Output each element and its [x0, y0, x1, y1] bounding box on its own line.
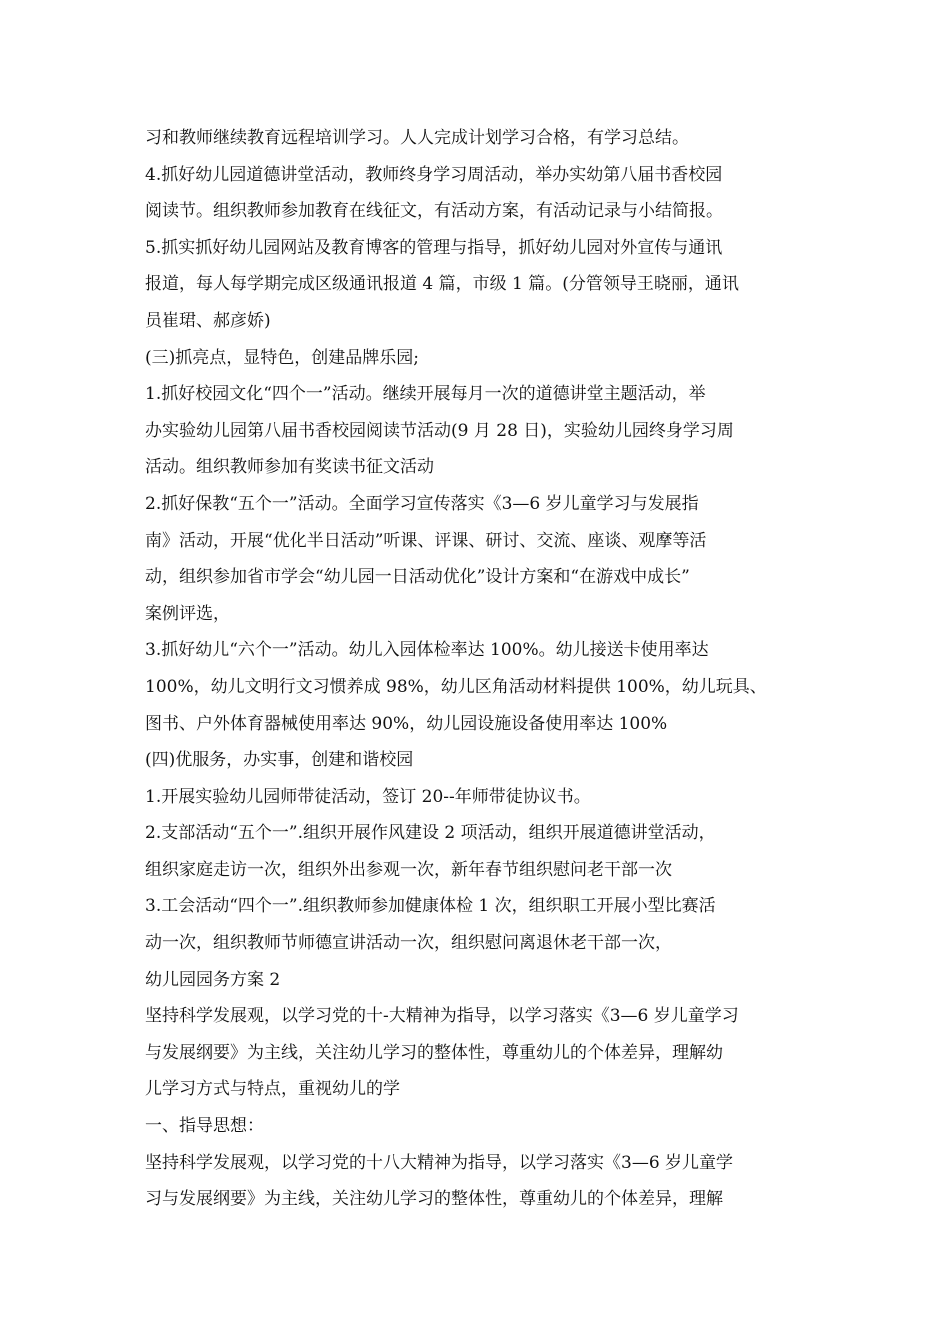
text-line: 动一次，组织教师节师德宣讲活动一次，组织慰问离退休老干部一次，: [145, 933, 672, 954]
section-heading: (三)抓亮点，显特色，创建品牌乐园;: [145, 347, 419, 368]
text-line: 坚持科学发展观，以学习党的十八大精神为指导，以学习落实《3—6 岁儿童学: [145, 1152, 734, 1173]
text-line: 组织家庭走访一次，组织外出参观一次，新年春节组织慰问老干部一次: [145, 859, 672, 880]
text-line: 1.抓好校园文化“四个一”活动。继续开展每月一次的道德讲堂主题活动，举: [145, 384, 706, 405]
text-line: 4.抓好幼儿园道德讲堂活动，教师终身学习周活动，举办实幼第八届书香校园: [145, 164, 723, 185]
text-line: 报道，每人每学期完成区级通讯报道 4 篇，市级 1 篇。(分管领导王晓丽，通讯: [145, 274, 739, 295]
text-line: 2.抓好保教“五个一”活动。全面学习宣传落实《3—6 岁儿童学习与发展指: [145, 493, 699, 514]
section-title: 幼儿园园务方案 2: [145, 969, 281, 990]
text-line: 5.抓实抓好幼儿园网站及教育博客的管理与指导，抓好幼儿园对外宣传与通讯: [145, 237, 723, 258]
text-line: 南》活动，开展“优化半日活动”听课、评课、研讨、交流、座谈、观摩等活: [145, 530, 707, 551]
text-line: 阅读节。组织教师参加教育在线征文，有活动方案，有活动记录与小结简报。: [145, 201, 723, 222]
text-line: 员崔珺、郝彦娇): [145, 310, 271, 331]
text-line: 办实验幼儿园第八届书香校园阅读节活动(9 月 28 日)，实验幼儿园终身学习周: [145, 420, 734, 441]
text-line: 案例评选，: [145, 603, 230, 624]
text-line: 儿学习方式与特点，重视幼儿的学: [145, 1079, 400, 1100]
section-heading: (四)优服务，办实事，创建和谐校园: [145, 750, 414, 771]
text-line: 习与发展纲要》为主线，关注幼儿学习的整体性，尊重幼儿的个体差异，理解: [145, 1189, 723, 1210]
text-line: 活动。组织教师参加有奖读书征文活动: [145, 457, 434, 478]
text-line: 3.抓好幼儿“六个一”活动。幼儿入园体检率达 100%。幼儿接送卡使用率达: [145, 640, 709, 661]
document-body: [145, 120, 835, 1218]
text-line: 3.工会活动“四个一”.组织教师参加健康体检 1 次，组织职工开展小型比赛活: [145, 896, 716, 917]
text-line: 与发展纲要》为主线，关注幼儿学习的整体性，尊重幼儿的个体差异，理解幼: [145, 1042, 723, 1063]
text-line: 1.开展实验幼儿园师带徒活动，签订 20--年师带徒协议书。: [145, 786, 591, 807]
text-line: 坚持科学发展观，以学习党的十-大精神为指导，以学习落实《3—6 岁儿童学习: [145, 1006, 739, 1027]
section-heading: 一、指导思想：: [145, 1116, 264, 1137]
text-line: 图书、户外体育器械使用率达 90%，幼儿园设施设备使用率达 100%: [145, 713, 668, 734]
text-line: 动，组织参加省市学会“幼儿园一日活动优化”设计方案和“在游戏中成长”: [145, 567, 690, 588]
text-line: 2.支部活动“五个一”.组织开展作风建设 2 项活动，组织开展道德讲堂活动，: [145, 823, 716, 844]
text-line: 100%，幼儿文明行文习惯养成 98%，幼儿区角活动材料提供 100%，幼儿玩具、: [145, 676, 767, 697]
text-line: 习和教师继续教育远程培训学习。人人完成计划学习合格，有学习总结。: [145, 128, 689, 148]
